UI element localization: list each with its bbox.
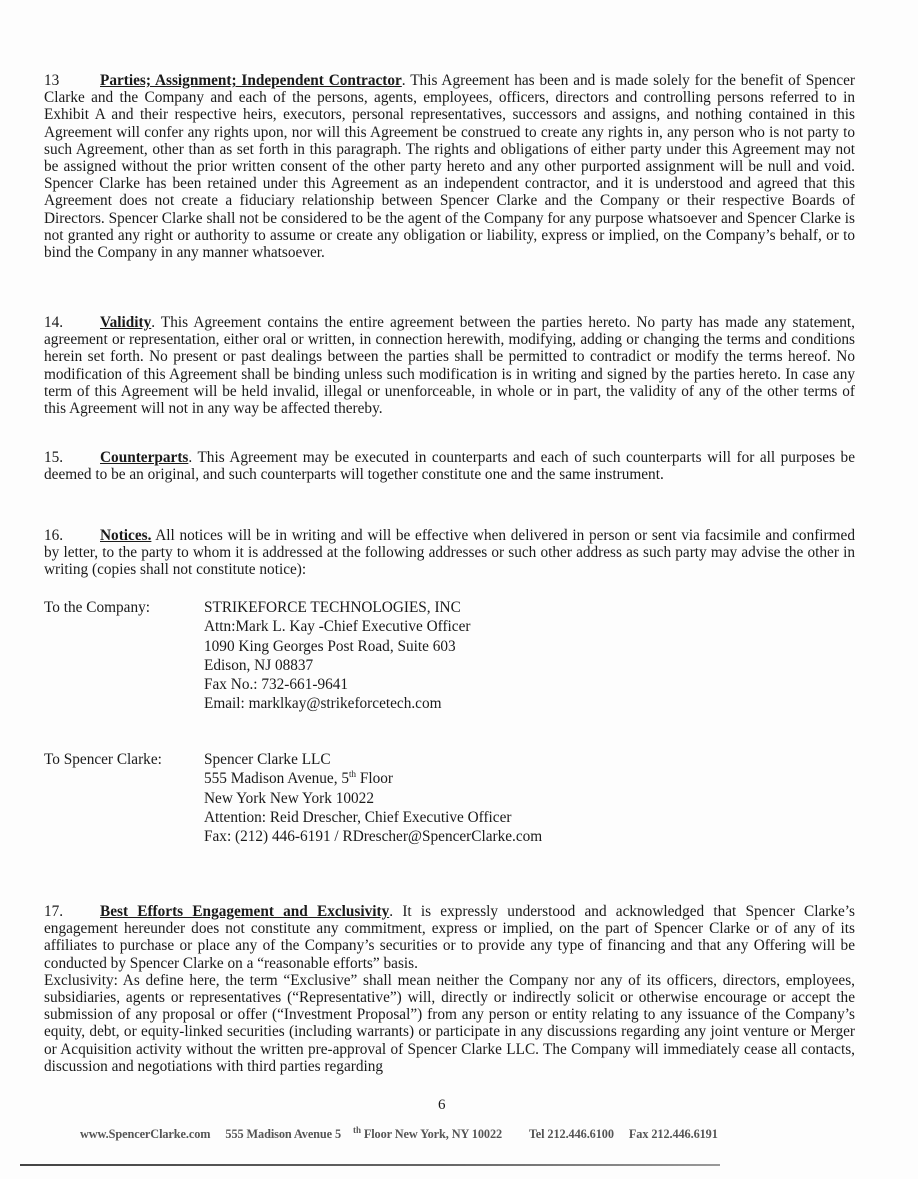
section-number: 14. [44,314,64,331]
section-15 [44,449,855,483]
section-heading: Best Efforts Engagement and Exclusivity [100,903,390,920]
footer-ordinal: th [353,1124,361,1135]
company-city: Edison, NJ 08837 [204,656,314,674]
spencer-attn: Attention: Reid Drescher, Chief Executive Officer [204,808,512,826]
exclusivity-body: Exclusivity: As define here, the term “Exclusive” shall mean neither the Company nor any of its officers, directors, employees, subsidiaries, agents or representatives (“Representative”) will, directly or indirectly solicit or otherwise encourage or accept the submission of any proposal or offer (“Investment Proposal”) from any person or entity relating to any issuance of the Company’s equity, debt, or equity-linked securities (including warrants) or participate in any discussions regarding any joint venture or Merger or Acquisition activity without the written pre-approval of Spencer Clarke LLC. The Company will immediately cease all contacts, discussion and negotiations with third parties regarding [44,971,855,1075]
section-number: 13 [44,72,60,89]
notice-address [204,598,470,714]
company-street: 1090 King Georges Post Road, Suite 603 [204,637,456,655]
company-email: Email: marklkay@strikeforcetech.com [204,695,442,713]
section-body: . This Agreement contains the entire agreement between the parties hereto. No party has made any statement, agreement or representation, either oral or written, in connection herewith, modifying, adding or changing the terms and conditions herein set forth. No present or past dealings between the parties shall be permitted to contradict or modify the terms hereof. No modification of this Agreement shall be binding unless such modification is in writing and signed by the parties hereto. In case any term of this Agreement will be held invalid, illegal or unenforceable, in whole or in part, the validity of any of the other terms of this Agreement will not in any way be affected thereby. [44,314,855,418]
spencer-street [204,769,542,788]
spencer-contact: Fax: (212) 446-6191 / RDrescher@SpencerClarke.com [204,828,543,846]
section-body: . This Agreement has been and is made solely for the benefit of Spencer Clarke and the Company and each of the persons, agents, employees, officers, directors and controlling persons referred to in Exhibit A and their respective heirs, executors, personal representatives, successors and assigns, and nothing contained in this Agreement will confer any rights upon, nor will this Agreement be construed to create any rights in, any person who is not party to such Agreement, other than as set forth in this paragraph. The rights and obligations of either party under this Agreement may not be assigned without the prior written consent of the other party hereto and any other purported assignment will be null and void. Spencer Clarke has been retained under this Agreement as an independent contractor, and it is understood and agreed that this Agreement does not create a fiduciary relationship between Spencer Clarke and the Company or their respective Boards of Directors. Spencer Clarke shall not be considered to be the agent of the Company for any purpose whatsoever and Spencer Clarke is not granted any right or authority to assume or create any obligation or liability, express or implied, on the Company’s behalf, or to bind the Company in any manner whatsoever. [44,72,855,262]
section-number: 17. [44,903,64,920]
footer-rule-divider [20,1164,720,1166]
section-heading: Counterparts [100,449,189,466]
footer-address [225,1124,514,1141]
spencer-city: New York New York 10022 [204,789,374,807]
footer-tel: Tel 212.446.6100 [528,1127,614,1141]
footer-address-text: 555 Madison Avenue 5 [225,1127,342,1141]
section-16 [44,527,855,579]
spencer-name: Spencer Clarke LLC [204,751,331,768]
section-14 [44,314,855,417]
ordinal-suffix: th [349,769,357,780]
company-name: STRIKEFORCE TECHNOLOGIES, INC [204,599,461,616]
company-fax: Fax No.: 732-661-9641 [204,676,349,694]
page-number: 6 [438,1097,446,1113]
section-number: 16. [44,527,64,544]
company-attn: Attn:Mark L. Kay -Chief Executive Officer [204,618,471,636]
section-heading: Notices. [100,527,152,544]
section-13 [44,72,855,261]
footer-address-rest: Floor New York, NY 10022 [360,1127,503,1141]
section-body: . It is expressly understood and acknowledged that Spencer Clarke’s engagement hereunder does not constitute any commitment, express or implied, on the part of Spencer Clarke or of any of its affiliates to purchase or place any of the Company’s securities or to provide any type of financing and that any Offering will be conducted by Spencer Clarke on a “reasonable efforts” basis. [44,903,855,972]
floor-text: Floor [356,770,394,788]
section-number: 15. [44,449,64,466]
section-17 [44,903,855,1075]
section-heading: Validity [100,314,152,331]
street-text: 555 Madison Avenue, 5 [204,770,350,788]
footer-website: www.SpencerClarke.com [80,1127,211,1141]
footer-fax: Fax 212.446.6191 [628,1127,718,1141]
notice-label: To the Company: [44,599,150,616]
notice-address [204,750,542,846]
section-body: All notices will be in writing and will be effective when delivered in person or sent via facsimile and confirmed by letter, to the party to whom it is addressed at the following addresses or such other address as such party may advise the other in writing (copies shall not constitute notice): [44,527,855,579]
letterhead-footer [80,1124,730,1142]
section-body: . This Agreement may be executed in counterparts and each of such counterparts will for all purposes be deemed to be an original, and such counterparts will together constitute one and the same instrument. [44,449,855,484]
notice-label: To Spencer Clarke: [44,751,162,768]
section-heading: Parties; Assignment; Independent Contractor [100,72,402,89]
